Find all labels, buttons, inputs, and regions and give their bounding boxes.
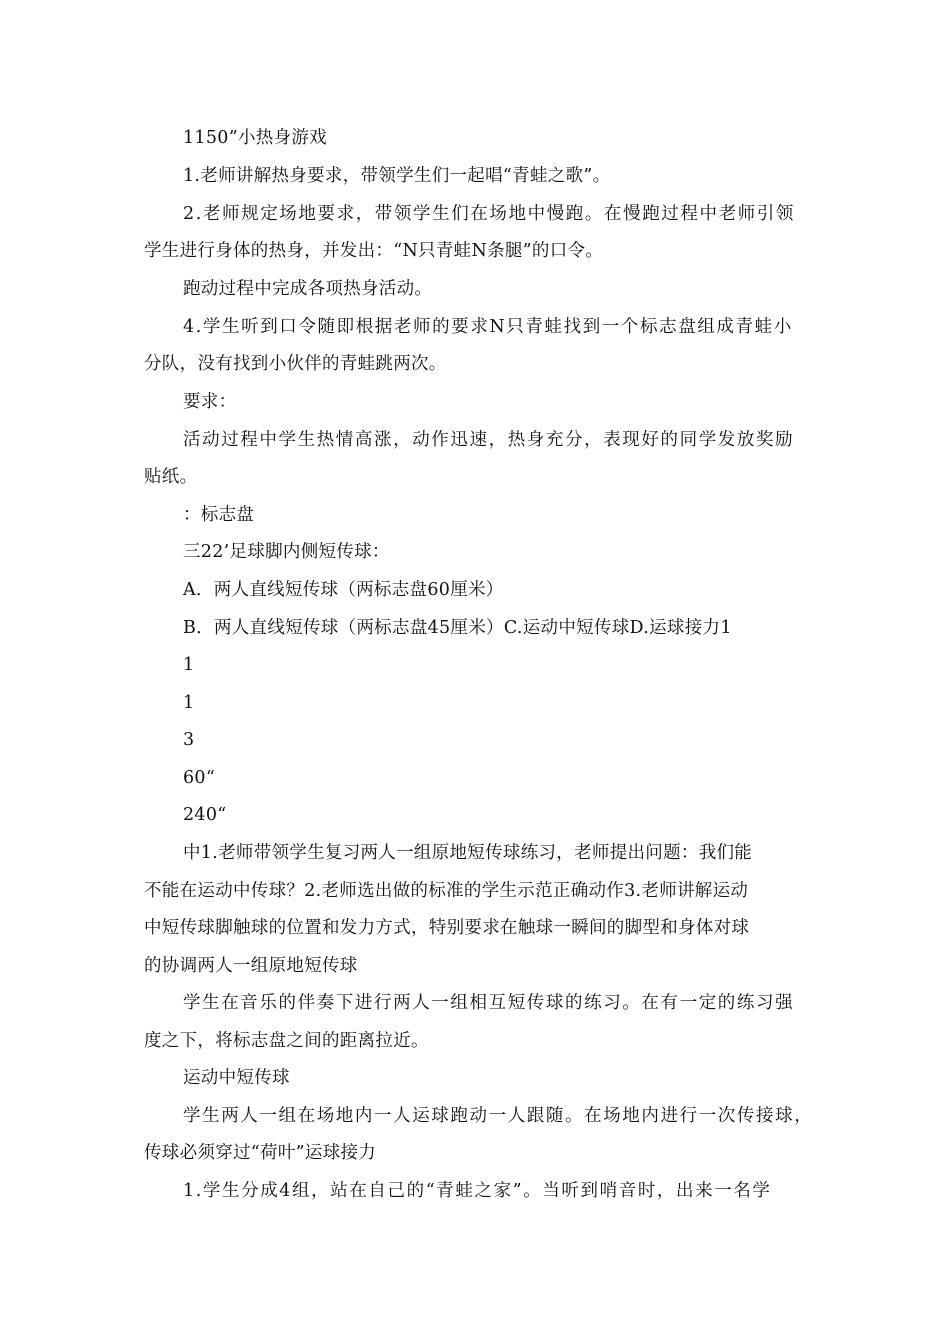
text-line-27: 学生两人一组在场地内一人运球跑动一人跟随。在场地内进行一次传接球， bbox=[183, 1106, 814, 1126]
text-line-19: 240“ bbox=[183, 805, 227, 825]
text-line-2: 1.老师讲解热身要求，带领学生们一起唱“青蛙之歌”。 bbox=[183, 166, 611, 186]
text-line-28: 传球必须穿过“荷叶”运球接力 bbox=[144, 1143, 377, 1163]
text-line-25: 度之下，将标志盘之间的距离拉近。 bbox=[144, 1031, 429, 1051]
text-line-21: 不能在运动中传球？2.老师选出做的标准的学生示范正确动作3.老师讲解运动 bbox=[144, 881, 749, 901]
text-line-22: 中短传球脚触球的位置和发力方式，特别要求在触球一瞬间的脚型和身体对球 bbox=[144, 918, 750, 938]
text-line-29: 1.学生分成4组，站在自己的“青蛙之家”。当听到哨音时，出来一名学 bbox=[183, 1181, 772, 1201]
text-line-7: 分队，没有找到小伙伴的青蛙跳两次。 bbox=[144, 354, 447, 374]
text-line-20: 中1.老师带领学生复习两人一组原地短传球练习，老师提出问题：我们能 bbox=[183, 843, 753, 863]
text-line-11: ：标志盘 bbox=[183, 505, 255, 525]
text-line-5: 跑动过程中完成各项热身活动。 bbox=[183, 279, 433, 299]
text-line-3: 2.老师规定场地要求，带领学生们在场地中慢跑。在慢跑过程中老师引领 bbox=[183, 204, 795, 224]
text-line-12: 三22’足球脚内侧短传球： bbox=[183, 542, 390, 562]
text-line-15: 1 bbox=[183, 655, 195, 675]
text-line-1: 1150”小热身游戏 bbox=[183, 128, 327, 148]
text-line-18: 60“ bbox=[183, 768, 216, 788]
text-line-9: 活动过程中学生热情高涨，动作迅速，热身充分，表现好的同学发放奖励 bbox=[183, 430, 795, 450]
text-line-26: 运动中短传球 bbox=[183, 1068, 290, 1088]
text-line-24: 学生在音乐的伴奏下进行两人一组相互短传球的练习。在有一定的练习强 bbox=[183, 993, 795, 1013]
text-line-13: A．两人直线短传球（两标志盘60厘米） bbox=[183, 580, 504, 600]
text-line-4: 学生进行身体的热身，并发出：“N只青蛙N条腿”的口令。 bbox=[144, 241, 604, 261]
text-line-23: 的协调两人一组原地短传球 bbox=[144, 956, 358, 976]
text-line-6: 4.学生听到口令随即根据老师的要求N只青蛙找到一个标志盘组成青蛙小 bbox=[183, 317, 793, 337]
text-line-14: B．两人直线短传球（两标志盘45厘米）C.运动中短传球D.运球接力1 bbox=[183, 618, 732, 638]
text-line-8: 要求： bbox=[183, 392, 237, 412]
text-line-17: 3 bbox=[183, 730, 195, 750]
text-line-10: 贴纸。 bbox=[144, 467, 198, 487]
text-line-16: 1 bbox=[183, 693, 195, 713]
